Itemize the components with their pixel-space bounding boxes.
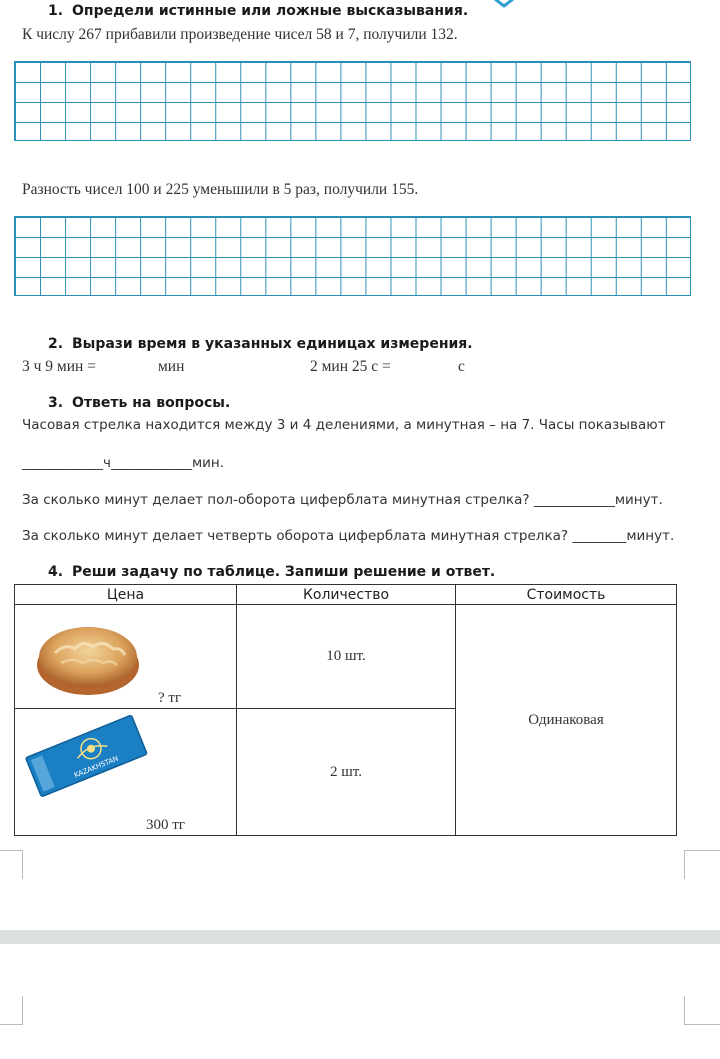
price-bun: ? тг bbox=[158, 690, 182, 706]
time-unit-1: мин bbox=[158, 358, 185, 375]
task-3-question-2: За сколько минут делает пол-оборота циферблата минутная стрелка? ____________минут. bbox=[22, 492, 663, 508]
answer-grid-1[interactable] bbox=[14, 61, 691, 141]
price-chocolate: 300 тг bbox=[146, 817, 185, 833]
task-3-question-3: За сколько минут делает четверть оборота циферблата минутная стрелка? ________минут. bbox=[22, 528, 675, 544]
time-expression-1: 3 ч 9 мин = bbox=[22, 358, 96, 375]
header-quantity: Количество bbox=[237, 585, 456, 605]
bun-image bbox=[35, 617, 141, 699]
time-unit-2: с bbox=[458, 358, 465, 375]
task-3-title: 3. Ответь на вопросы. bbox=[48, 395, 231, 411]
price-cell-chocolate bbox=[15, 709, 237, 836]
page-corner-mark bbox=[684, 996, 720, 1025]
header-price: Цена bbox=[15, 585, 237, 605]
logo-fragment-icon bbox=[484, 0, 524, 10]
task-1-statement-2: Разность чисел 100 и 225 уменьшили в 5 раз, получили 155. bbox=[22, 181, 419, 198]
quantity-cell-bun: 10 шт. bbox=[237, 605, 456, 709]
page-corner-mark bbox=[684, 850, 720, 879]
chocolate-bar-image bbox=[21, 709, 151, 801]
task-4-table bbox=[14, 584, 677, 836]
page-corner-mark bbox=[0, 996, 23, 1025]
time-expression-2: 2 мин 25 с = bbox=[310, 358, 391, 375]
page-corner-mark bbox=[0, 850, 23, 879]
task-1-statement-1: К числу 267 прибавили произведение чисел 58 и 7, получили 132. bbox=[22, 26, 458, 43]
price-cell-bun bbox=[15, 605, 237, 709]
task-3-question-1: Часовая стрелка находится между 3 и 4 делениями, а минутная – на 7. Часы показывают bbox=[22, 417, 666, 433]
task-4-title: 4. Реши задачу по таблице. Запиши решение и ответ. bbox=[48, 564, 496, 580]
task-1-title: 1. Определи истинные или ложные высказывания. bbox=[48, 3, 469, 19]
page-separator bbox=[0, 930, 720, 944]
answer-grid-2[interactable] bbox=[14, 216, 691, 296]
task-3-answer-line-1[interactable]: ____________ч____________мин. bbox=[22, 455, 225, 471]
chocolate-wrapper-text: KAZAKHSTAN bbox=[73, 754, 120, 780]
cost-cell: Одинаковая bbox=[456, 605, 677, 836]
quantity-cell-chocolate: 2 шт. bbox=[237, 709, 456, 836]
task-2-title: 2. Вырази время в указанных единицах измерения. bbox=[48, 336, 473, 352]
header-cost: Стоимость bbox=[456, 585, 677, 605]
